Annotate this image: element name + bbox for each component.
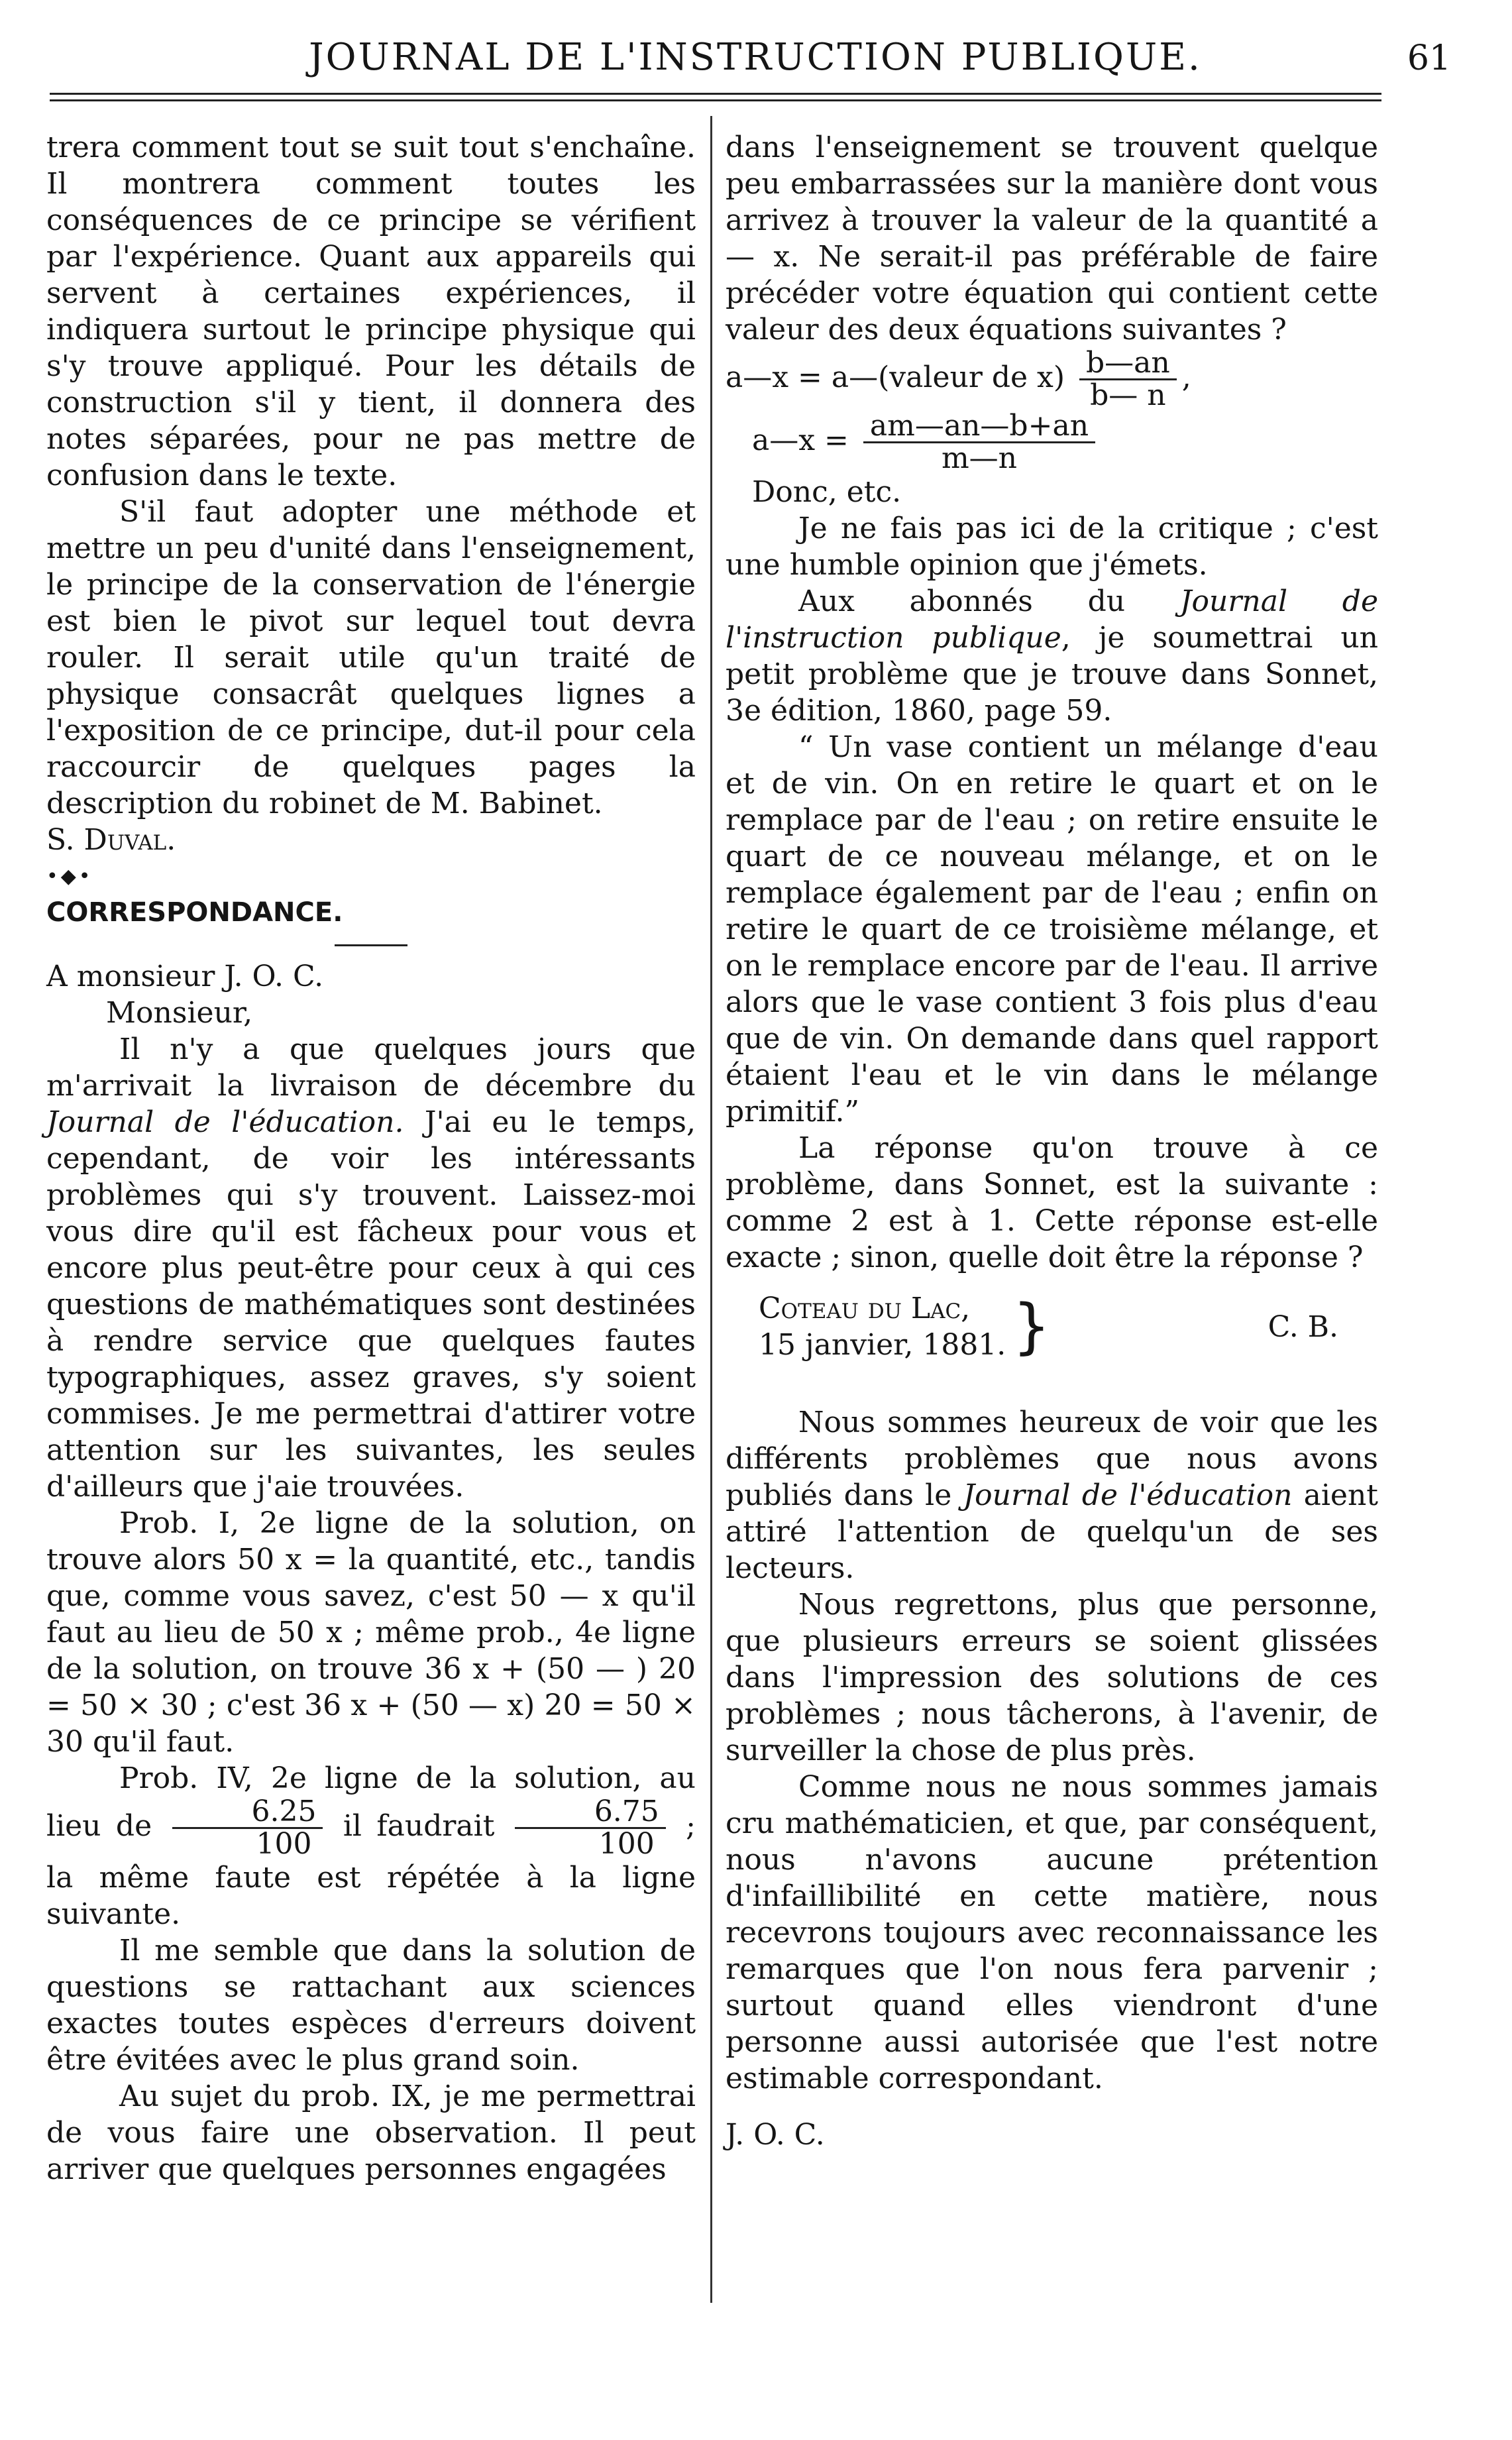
reply-text-b: aient attiré l'attention de quelqu'un de ses lecteurs. (726, 1478, 1378, 1585)
journal-title-reference: Journal de l'éducation (963, 1478, 1293, 1512)
page-header (40, 32, 1471, 85)
left-paragraph-2: S'il faut adopter une méthode et mettre un peu d'unité dans l'enseignement, le principe de la conservation de l'énergie est bien le pivot sur lequel tout devra rouler. Il serait utile qu'un traité de physique consacrât quelques lignes a l'exposition de ce principe, dut-il pour cela raccourcir de quelques pages la description du robinet de M. Babinet. (46, 495, 696, 820)
editor-signature: J. O. C. (726, 2118, 825, 2152)
left-paragraph-5-text-c: ; la même faute est répétée à la ligne suivante. (46, 1809, 696, 1931)
equation-1-left: a—x = a—(valeur de x) (726, 360, 1065, 394)
author-signature: S. Duval. (46, 823, 176, 857)
left-paragraph-4: Prob. I, 2e ligne de la solution, on trouve alors 50 x = la quantité, etc., tandis que, comme vous savez, c'est 50 — x qu'il faut au lieu de 50 x ; même prob., 4e ligne de la solution, on trouve 36 x + (50 — ) 20 = 50 × 30 ; c'est 36 x + (50 — x) 20 = 50 × 30 qu'il faut. (46, 1506, 696, 1759)
left-paragraph-5-text-b: il faudrait (343, 1809, 495, 1843)
letter-initials: C. B. (1268, 1309, 1338, 1344)
heading-rule (335, 944, 407, 946)
page-number: 61 (1407, 38, 1451, 78)
left-paragraph-3 (46, 1031, 696, 1505)
dateline-date: 15 janvier, 1881. (759, 1328, 1006, 1362)
editor-reply-paragraph-1 (726, 1404, 1378, 1586)
journal-title-reference: Journal de l'éducation. (46, 1105, 404, 1139)
right-paragraph-5: La réponse qu'on trouve à ce problème, dans Sonnet, est la suivante : comme 2 est à 1. Cette réponse est-elle exacte ; sinon, quelle doit être la réponse ? (726, 1131, 1378, 1274)
running-title: JOURNAL DE L'INSTRUCTION PUBLIQUE. (309, 36, 1202, 79)
letter-dateline (759, 1290, 1378, 1363)
right-paragraph-3 (726, 583, 1378, 729)
left-paragraph-1: trera comment tout se suit tout s'enchaîne. Il montrera comment toutes les conséquences de ce principe se vérifient par l'expérience. Quant aux appareils qui servent à certaines expériences, il indiquera surtout le principe physique qui s'y trouve appliqué. Pour les détails de construction s'il y tient, il donnera des notes séparées, pour ne pas mettre de confusion dans le texte. (46, 131, 696, 492)
equation-1 (726, 348, 1378, 411)
section-ornament: •◆• (46, 865, 93, 888)
equation-2-fraction (863, 411, 1095, 474)
quoted-problem: “ Un vase contient un mélange d'eau et de vin. On en retire le quart et on le remplace par de l'eau ; on retire ensuite le quart de ce nouveau mélange, et on le remplace également par de l'eau ; enfin on retire le quart de ce troisième mélange, et on le remplace encore par de l'eau. Il arrive alors que le vase contient 3 fois plus d'eau que de vin. On demande dans quel rapport étaient l'eau et le vin dans le mélange primitif.” (726, 730, 1378, 1129)
editor-reply-paragraph-2: Nous regrettons, plus que personne, que plusieurs erreurs se soient glissées dans l'impression des solutions de ces problèmes ; nous tâcherons, à l'avenir, de surveiller la chose de plus près. (726, 1588, 1378, 1767)
right-paragraph-1: dans l'enseignement se trouvent quelque peu embarrassées sur la manière dont vous arrivez à trouver la valeur de la quantité a — x. Ne serait-il pas préférable de faire précéder votre équation qui contient cette valeur des deux équations suivantes ? (726, 131, 1378, 347)
equation-1-end: , (1181, 360, 1191, 394)
fraction-6-75-over-100 (515, 1797, 666, 1859)
left-column (46, 129, 696, 2188)
equation-2-left: a—x = (752, 423, 849, 457)
right-column (726, 129, 1378, 2153)
right-brace-icon: } (1012, 1292, 1051, 1361)
fraction-6-25-over-100 (172, 1797, 323, 1859)
fraction-numerator: 6.75 (515, 1797, 666, 1829)
header-rule-top (50, 93, 1381, 95)
left-paragraph-5-text-a: Prob. IV, 2e ligne de la solution, au lieu de (46, 1761, 696, 1843)
fraction-denominator: 100 (256, 1827, 312, 1861)
header-rule-bottom (50, 99, 1381, 101)
reply-text-a: Nous sommes heureux de voir que les différents problèmes que nous avons publiés dans le (726, 1406, 1378, 1512)
editor-reply-paragraph-3: Comme nous ne nous sommes jamais cru mathématicien, et que, par conséquent, nous n'avons aucune prétention d'infaillibilité en cette matière, nous recevrons toujours avec reconnaissance les remarques que l'on nous fera parvenir ; surtout quand elles viendront d'une personne aussi autorisée que l'est notre estimable correspondant. (726, 1770, 1378, 2095)
fraction-denominator: m—n (941, 441, 1017, 475)
left-paragraph-5 (46, 1760, 696, 1932)
donc-etc: Donc, etc. (752, 475, 902, 509)
left-paragraph-6: Il me semble que dans la solution de questions se rattachant aux sciences exactes toutes espèces d'erreurs doivent être évitées avec le plus grand soin. (46, 1934, 696, 2077)
equation-2 (726, 411, 1378, 474)
letter-addressee: A monsieur J. O. C. (46, 960, 324, 993)
dateline-text (759, 1290, 1006, 1363)
fraction-numerator: 6.25 (172, 1797, 323, 1829)
dateline-place: Coteau du Lac, (759, 1292, 971, 1325)
letter-salutation: Monsieur, (106, 996, 253, 1030)
right-paragraph-2: Je ne fais pas ici de la critique ; c'est une humble opinion que j'émets. (726, 512, 1378, 582)
fraction-numerator: am—an—b+an (863, 411, 1095, 443)
equation-1-fraction (1079, 348, 1177, 411)
left-paragraph-3-text-a: Il n'y a que quelques jours que m'arrivait la livraison de décembre du (46, 1032, 696, 1103)
fraction-numerator: b—an (1079, 348, 1177, 380)
fraction-denominator: 100 (598, 1827, 655, 1861)
spacer (726, 1378, 1378, 1404)
fraction-denominator: b— n (1090, 378, 1166, 412)
left-paragraph-7: Au sujet du prob. IX, je me permettrai de vous faire une observation. Il peut arriver que quelques personnes engagées (46, 2080, 696, 2186)
journal-title-reference: Journal de l'instruction publique (726, 584, 1378, 655)
left-paragraph-3-text-b: J'ai eu le temps, cependant, de voir les intéressants problèmes qui s'y trouvent. Laissez-moi vous dire qu'il est fâcheux pour vous et encore plus peut-être pour ceux à qui ces questions de mathématiques sont destinées à rendre service que quelques fautes typographiques, assez graves, s'y soient commises. Je me permettrai d'attirer votre attention sur les suivantes, les seules d'ailleurs que j'aie trouvées. (46, 1105, 696, 1504)
column-divider (710, 116, 712, 2303)
right-paragraph-3-text-b: , je soumettrai un petit problème que je trouve dans Sonnet, 3e édition, 1860, page 59. (726, 621, 1378, 728)
right-paragraph-3-text-a: Aux abonnés du (798, 584, 1180, 618)
section-heading: CORRESPONDANCE. (46, 897, 343, 928)
